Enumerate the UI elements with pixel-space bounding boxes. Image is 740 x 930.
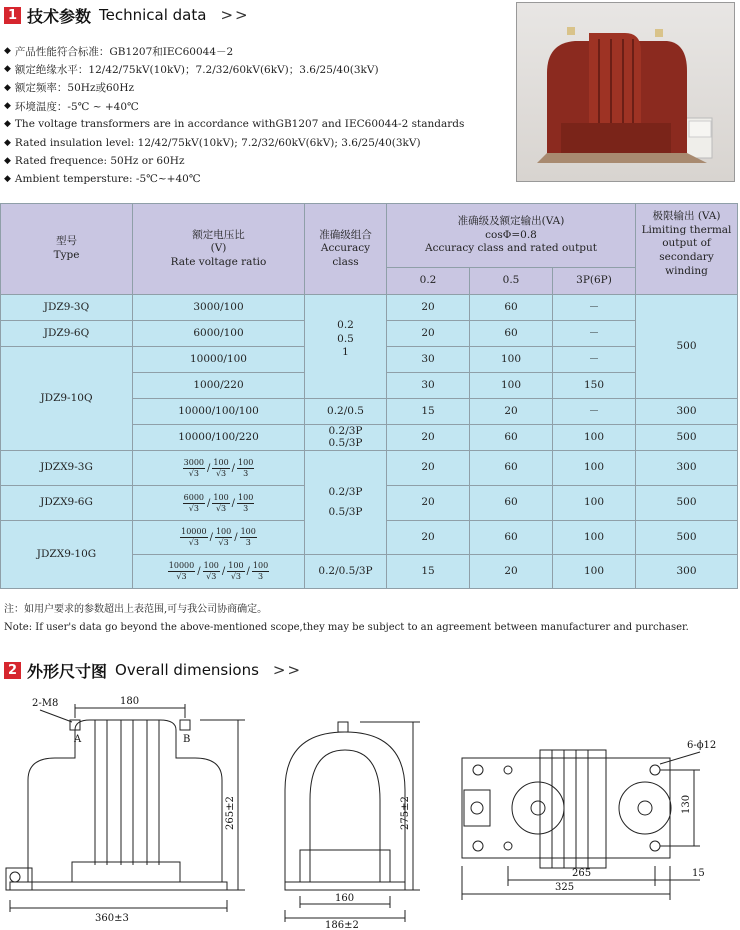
cell-output-3p: －: [553, 321, 636, 347]
cell-output-3p: 150: [553, 373, 636, 399]
dimension-drawings: [0, 690, 740, 930]
cell-output-0.5: 60: [470, 486, 553, 521]
header-class-3p: 3P(6P): [553, 268, 636, 295]
section-arrow: >>: [220, 6, 250, 24]
cell-ratio: $\frac{3000}{√3}$ / $\frac{100}{√3}$ / $\frac{100}{3}$: [133, 451, 305, 486]
diamond-icon: ◆: [4, 119, 11, 130]
section-number-badge: 1: [4, 7, 21, 24]
diamond-icon: ◆: [4, 137, 11, 148]
cell-output-3p: 100: [553, 451, 636, 486]
cell-accuracy: 0.2 0.5 1: [305, 295, 387, 399]
cell-type: JDZX9-6G: [1, 486, 133, 521]
cell-output-0.2: 15: [387, 399, 470, 425]
dim-180-label: 180: [120, 696, 140, 707]
cell-output-3p: －: [553, 295, 636, 321]
cell-limiting: 300: [636, 555, 738, 589]
cell-ratio: 10000/100/220: [133, 425, 305, 451]
section-overall-dimensions-heading: [4, 659, 302, 681]
dim-130-label: 130: [681, 794, 692, 814]
diamond-icon: ◆: [4, 101, 11, 112]
dim-bolt-label: 2-M8: [32, 698, 59, 709]
cell-ratio: 10000/100/100: [133, 399, 305, 425]
cell-ratio: $\frac{10000}{√3}$ / $\frac{100}{√3}$ / $\frac{100}{3}$: [133, 521, 305, 555]
spec-bullet: ◆ 额定绝缘水平：12/42/75kV(10kV)；7.2/32/60kV(6kV)；3.6/25/40(3kV): [4, 63, 379, 76]
spec-bullet: ◆ 产品性能符合标准：GB1207和IEC60044－2: [4, 45, 234, 58]
dim-360-label: 360±3: [95, 913, 129, 924]
cell-output-0.5: 20: [470, 399, 553, 425]
header-type: 型号 Type: [1, 204, 133, 295]
section-title-en: Overall dimensions: [115, 661, 259, 679]
diamond-icon: ◆: [4, 155, 11, 166]
cell-output-0.2: 15: [387, 555, 470, 589]
section-technical-data-heading: [4, 4, 250, 26]
cell-accuracy: 0.2/3P 0.5/3P: [305, 451, 387, 555]
cell-limiting: 500: [636, 425, 738, 451]
cell-output-0.5: 20: [470, 555, 553, 589]
terminal-a-label: A: [74, 734, 82, 745]
cell-output-3p: 100: [553, 555, 636, 589]
cell-limiting: 500: [636, 521, 738, 555]
cell-output-3p: －: [553, 347, 636, 373]
spec-bullet-list: [4, 42, 504, 188]
dim-265-width-label: 265: [572, 868, 592, 879]
cell-accuracy: 0.2/0.5: [305, 399, 387, 425]
section-title-zh: 技术参数: [27, 6, 92, 26]
cell-output-0.5: 100: [470, 347, 553, 373]
cell-output-0.2: 20: [387, 521, 470, 555]
cell-output-0.2: 20: [387, 486, 470, 521]
header-class-0.5: 0.5: [470, 268, 553, 295]
cell-output-0.5: 60: [470, 295, 553, 321]
cell-output-0.5: 60: [470, 321, 553, 347]
cell-type: JDZ9-3Q: [1, 295, 133, 321]
note-en: Note: If user's data go beyond the above-mentioned scope,they may be subject to an agreement between manufacturer and purchaser.: [4, 622, 689, 633]
cell-accuracy: 0.2/3P 0.5/3P: [305, 425, 387, 451]
cell-output-0.5: 60: [470, 425, 553, 451]
cell-output-0.5: 60: [470, 451, 553, 486]
dim-275-label: 275±2: [400, 796, 411, 830]
dim-325-label: 325: [555, 882, 575, 893]
cell-limiting: 300: [636, 451, 738, 486]
cell-type: JDZX9-3G: [1, 451, 133, 486]
spec-bullet: ◆ The voltage transformers are in accordance withGB1207 and IEC60044-2 standards: [4, 118, 465, 131]
spec-bullet: ◆ Rated insulation level: 12/42/75kV(10kV); 7.2/32/60kV(6kV); 3.6/25/40(3kV): [4, 136, 421, 149]
spec-bullet: ◆ Ambient tempersture: -5℃~+40℃: [4, 173, 201, 186]
header-accuracy: 准确级组合 Accuracy class: [305, 204, 387, 295]
diamond-icon: ◆: [4, 64, 11, 75]
diamond-icon: ◆: [4, 46, 11, 57]
cell-output-0.2: 20: [387, 321, 470, 347]
dim-15-label: 15: [692, 868, 705, 879]
front-view-drawing: [6, 704, 245, 912]
cell-limiting: 300: [636, 399, 738, 425]
cell-output-0.2: 20: [387, 425, 470, 451]
cell-output-0.2: 30: [387, 347, 470, 373]
cell-output-3p: 100: [553, 521, 636, 555]
technical-data-table: [0, 203, 738, 589]
dim-160-label: 160: [335, 893, 355, 904]
section-title-zh: 外形尺寸图: [27, 661, 108, 681]
spec-bullet: ◆ 环境温度：-5℃ ~ +40℃: [4, 100, 139, 113]
header-ratio: 额定电压比 (V) Rate voltage ratio: [133, 204, 305, 295]
section-title-en: Technical data: [99, 6, 207, 24]
cell-ratio: $\frac{6000}{√3}$ / $\frac{100}{√3}$ / $\frac{100}{3}$: [133, 486, 305, 521]
dim-holes-label: 6-ϕ12: [687, 740, 717, 751]
cell-limiting: 500: [636, 486, 738, 521]
cell-output-0.2: 30: [387, 373, 470, 399]
header-limiting: 极限输出 (VA) Limiting thermal output of secondary winding: [636, 204, 738, 295]
diamond-icon: ◆: [4, 82, 11, 93]
cell-output-0.2: 20: [387, 451, 470, 486]
cell-output-0.5: 100: [470, 373, 553, 399]
cell-ratio: 3000/100: [133, 295, 305, 321]
header-class-0.2: 0.2: [387, 268, 470, 295]
diamond-icon: ◆: [4, 174, 11, 185]
cell-ratio: $\frac{10000}{√3}$ / $\frac{100}{√3}$ / $\frac{100}{√3}$ / $\frac{100}{3}$: [133, 555, 305, 589]
note-zh: 注：如用户要求的参数超出上表范围,可与我公司协商确定。: [4, 604, 268, 615]
cell-output-0.5: 60: [470, 521, 553, 555]
voltage-transformer-image: [517, 3, 735, 182]
cell-ratio: 10000/100: [133, 347, 305, 373]
cell-type: JDZX9-10G: [1, 521, 133, 589]
cell-ratio: 1000/220: [133, 373, 305, 399]
dim-265-height-label: 265±2: [225, 796, 236, 830]
cell-output-3p: 100: [553, 486, 636, 521]
cell-type: JDZ9-6Q: [1, 321, 133, 347]
cell-output-3p: －: [553, 399, 636, 425]
cell-ratio: 6000/100: [133, 321, 305, 347]
cell-output-0.2: 20: [387, 295, 470, 321]
spec-bullet: ◆ 额定频率：50Hz或60Hz: [4, 82, 135, 95]
dim-186-label: 186±2: [325, 920, 359, 930]
terminal-b-label: B: [183, 734, 191, 745]
product-photo: [516, 2, 735, 182]
cell-output-3p: 100: [553, 425, 636, 451]
cell-type: JDZ9-10Q: [1, 347, 133, 451]
section-arrow: >>: [272, 661, 303, 679]
header-output: 准确级及额定输出(VA) cosΦ=0.8 Accuracy class and rated output: [387, 204, 636, 268]
cell-accuracy: 0.2/0.5/3P: [305, 555, 387, 589]
spec-bullet: ◆ Rated frequence: 50Hz or 60Hz: [4, 154, 185, 167]
cell-limiting: 500: [636, 295, 738, 399]
section-number-badge: 2: [4, 662, 21, 679]
